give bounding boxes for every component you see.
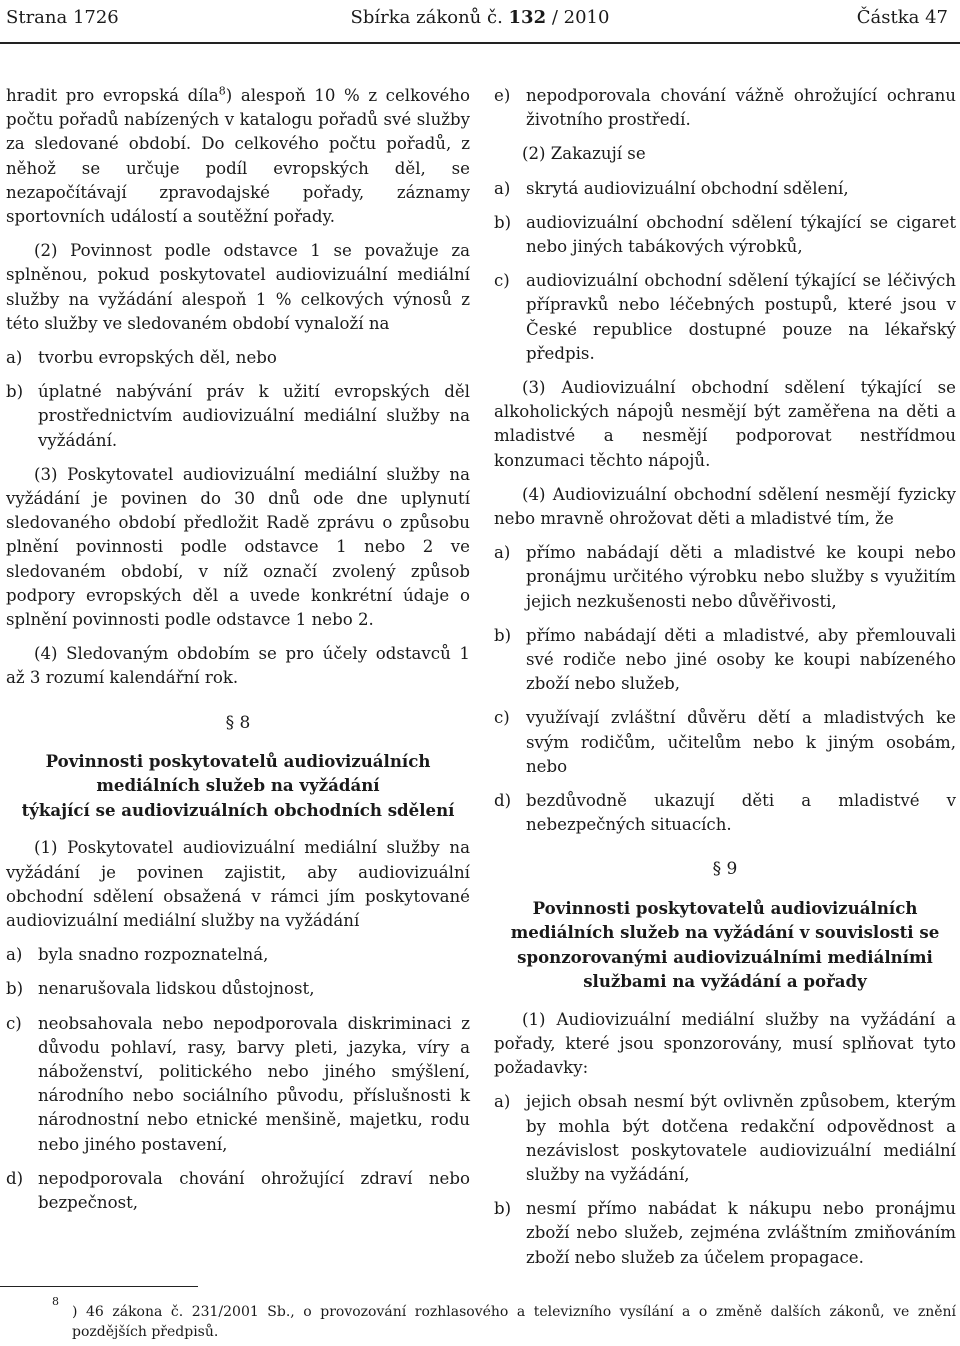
list-item-label: a)	[494, 178, 511, 198]
list-item-text: jejich obsah nesmí být ovlivněn způsobem, kterým by mohla být dotčena redakční odpovědnost a nezávislost poskytovatele audiovizuální mediální služby na vyžádání,	[526, 1092, 956, 1184]
list-item	[6, 943, 470, 967]
list-item-label: d)	[6, 1168, 24, 1188]
paragraph-4: (4) Sledovaným obdobím se pro účely odstavců 1 až 3 rozumí kalendářní rok.	[6, 644, 470, 688]
list-item-text: využívají zvláštní důvěru dětí a mladistvých ke svým rodičům, učitelům nebo k jiným osobám, nebo	[526, 708, 956, 776]
list-item-label: d)	[494, 791, 512, 811]
list-item-text: neobsahovala nebo nepodporovala diskriminaci z důvodu pohlaví, rasy, barvy pleti, jazyka, víry a náboženství, politického nebo jiného smýšlení, národního nebo sociálního původu, příslušnosti k národnostní nebo etnické menšině, majetku, rodu nebo jiného postavení,	[38, 1013, 470, 1154]
paragraph-text-rest: ) alespoň 10 % z celkového počtu pořadů nabízených v katalogu pořadů své služby za sledované období. Do celkového počtu pořadů, z něhož se určuje podíl evropských děl, se nezapočítávají zpravodajské pořady, záznamy sportovních událostí a soutěžní pořady.	[6, 86, 470, 227]
section-8-title	[6, 749, 470, 823]
list-item-label: a)	[6, 348, 23, 368]
list-item	[494, 789, 956, 837]
list-item	[494, 1090, 956, 1187]
section-8-paragraph-4: (4) Audiovizuální obchodní sdělení nesmějí fyzicky nebo mravně ohrožovat děti a mladistvé tím, že	[494, 484, 956, 529]
list-item	[494, 84, 956, 132]
paragraph-2: (2) Povinnost podle odstavce 1 se považuje za splněnou, pokud poskytovatel audiovizuální mediální služby na vyžádání alespoň 1 % celkových výnosů z této služby ve sledovaném období vynaloží na	[6, 241, 470, 333]
collection-prefix: Sbírka zákonů č.	[350, 7, 503, 28]
list-item-text: nepodporovala chování ohrožující zdraví nebo bezpečnost,	[38, 1168, 470, 1213]
list-item-label: c)	[494, 708, 510, 728]
list-item-text: tvorbu evropských děl, nebo	[38, 348, 277, 368]
list-item-label: a)	[494, 1092, 511, 1112]
list-item-label: b)	[6, 979, 24, 999]
section-9-title-line-2: mediálních služeb na vyžádání v souvislosti se	[510, 922, 940, 943]
footnote: 8 ) 46 zákona č. 231/2001 Sb., o provozování rozhlasového a televizního vysílání a o změně dalších zákonů, ve znění pozdějších předpisů.	[38, 1302, 956, 1342]
section-9-paragraph-1: (1) Audiovizuální mediální služby na vyžádání a pořady, které jsou sponzorovány, musí splňovat tyto požadavky:	[494, 1009, 956, 1078]
list-item-label: c)	[6, 1013, 22, 1033]
section-8-paragraph-4-list	[494, 541, 956, 837]
list-item-label: a)	[494, 543, 511, 563]
header-divider	[0, 42, 960, 44]
collection-year: / 2010	[551, 7, 610, 28]
continuation-paragraph	[6, 84, 470, 229]
list-item	[494, 624, 956, 697]
section-8-paragraph-3: (3) Audiovizuální obchodní sdělení týkající se alkoholických nápojů nesmějí být zaměřena na děti a mladistvé a nesmějí podporovat nestřídmou konzumaci těchto nápojů.	[494, 378, 956, 470]
collection-number: 132	[508, 7, 547, 28]
page-number: Strana 1726	[6, 7, 119, 28]
list-item-text: přímo nabádají děti a mladistvé ke koupi nebo pronájmu určitého výrobku nebo služby s využitím jejich nezkušenosti nebo důvěřivosti,	[526, 543, 956, 611]
section-8-paragraph-1-list	[6, 943, 470, 1215]
footnote-text: ) 46 zákona č. 231/2001 Sb., o provozování rozhlasového a televizního vysílání a o změně dalších zákonů, ve znění pozdějších předpisů.	[72, 1304, 956, 1340]
list-item-text: skrytá audiovizuální obchodní sdělení,	[526, 178, 849, 198]
collection-reference	[0, 0, 960, 36]
list-item	[6, 380, 470, 453]
section-8-heading: § 8	[225, 712, 251, 733]
list-item	[6, 1012, 470, 1157]
list-item-text: úplatné nabývání práv k užití evropských děl prostřednictvím audiovizuální mediální služby na vyžádání.	[38, 382, 470, 450]
list-item-text: byla snadno rozpoznatelná,	[38, 945, 269, 965]
section-8-paragraph-2: (2) Zakazují se	[522, 144, 646, 164]
list-item	[494, 177, 956, 201]
list-item	[494, 541, 956, 614]
list-item-label: a)	[6, 945, 23, 965]
section-9-heading: § 9	[712, 859, 738, 880]
list-item-text: nepodporovala chování vážně ohrožující ochranu životního prostředí.	[526, 86, 956, 130]
list-item-label: b)	[494, 625, 512, 645]
paragraph-2-list	[6, 346, 470, 453]
list-item-text: nenarušovala lidskou důstojnost,	[38, 979, 315, 999]
paragraph-3: (3) Poskytovatel audiovizuální mediální služby na vyžádání je povinen do 30 dnů ode dne uplynutí sledovaného období předložit Radě zprávu o způsobu plnění povinnosti podle odstavce 1 nebo 2 ve sledovaném období, v níž označí zvolený způsob podpory evropských děl a uvede konkrétní údaje o splnění povinnosti podle odstavce 1 nebo 2.	[6, 464, 470, 630]
list-item	[6, 346, 470, 370]
section-8-title-line-1: Povinnosti poskytovatelů audiovizuálních	[45, 750, 431, 771]
section-9-title-line-3: sponzorovanými audiovizuálními mediálními	[517, 946, 933, 967]
list-item	[494, 1197, 956, 1270]
section-8-title-line-3: týkající se audiovizuálních obchodních sdělení	[21, 799, 455, 820]
list-item-label: c)	[494, 271, 510, 291]
paragraph-text-start: hradit pro evropská díla	[6, 86, 219, 105]
section-9-title-line-1: Povinnosti poskytovatelů audiovizuálních	[532, 897, 918, 918]
section-9-paragraph-1-list	[494, 1090, 956, 1269]
list-item-text: audiovizuální obchodní sdělení týkající se léčivých přípravků nebo léčebných postupů, které jsou v České republice dostupné pouze na lékařský předpis.	[526, 271, 956, 363]
list-item	[6, 977, 470, 1001]
footnote-divider	[0, 1286, 198, 1287]
section-9-title	[494, 896, 956, 994]
section-9-title-line-4: službami na vyžádání a pořady	[583, 971, 867, 992]
list-item-text: audiovizuální obchodní sdělení týkající se cigaret nebo jiných tabákových výrobků,	[526, 212, 956, 257]
section-8-paragraph-1-list-continued	[494, 84, 956, 132]
footnote-reference: 8	[218, 84, 226, 98]
list-item	[494, 706, 956, 779]
page-header	[0, 0, 960, 36]
list-item	[494, 269, 956, 366]
issue-number: Částka 47	[856, 7, 948, 28]
list-item	[494, 211, 956, 259]
left-column	[6, 84, 470, 1225]
list-item-text: bezdůvodně ukazují děti a mladistvé v nebezpečných situacích.	[526, 791, 956, 835]
list-item	[6, 1167, 470, 1215]
section-8-paragraph-2-list	[494, 177, 956, 366]
list-item-text: přímo nabádají děti a mladistvé, aby přemlouvali své rodiče nebo jiné osoby ke koupi nabízeného zboží nebo služeb,	[526, 625, 956, 694]
list-item-label: b)	[6, 382, 24, 402]
list-item-label: b)	[494, 1199, 512, 1219]
list-item-text: nesmí přímo nabádat k nákupu nebo pronájmu zboží nebo služeb, zejména zvláštním zmiňováním zboží nebo služeb za účelem propagace.	[526, 1199, 956, 1267]
right-column	[494, 84, 956, 1280]
list-item-label: b)	[494, 212, 512, 232]
list-item-label: e)	[494, 86, 511, 105]
section-8-title-line-2: mediálních služeb na vyžádání	[96, 775, 380, 796]
section-8-paragraph-1: (1) Poskytovatel audiovizuální mediální služby na vyžádání je povinen zajistit, aby audiovizuální obchodní sdělení obsažená v rámci jím poskytované audiovizuální mediální služby na vyžádání	[6, 838, 470, 930]
